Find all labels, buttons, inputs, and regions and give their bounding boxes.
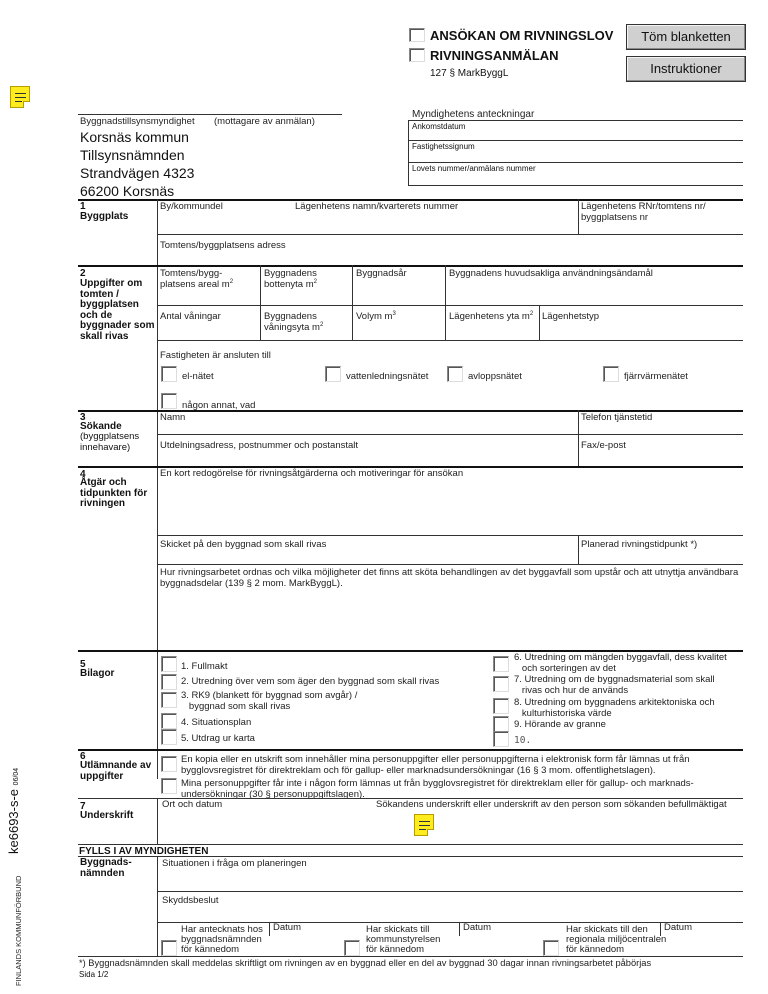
- rnr-label: Lägenhetens RNr/tomtens nr/ byggplatsens nr: [581, 201, 706, 223]
- sewer-label: avloppsnätet: [468, 371, 522, 382]
- waste-handling-label: Hur rivningsarbetet ordnas och vilka möjligheter det finns att sköta behandlingen av det byggavfall som upstår och att utnyttja användbara byggnadsdelar (139 § 2 mom. MarkByggL).: [160, 567, 739, 589]
- section-5-number: 5: [80, 659, 86, 670]
- sent-municipal-checkbox[interactable]: [344, 940, 360, 956]
- section-3-number: 3: [80, 412, 86, 423]
- building-year-label: Byggnadsår: [356, 268, 407, 279]
- apartment-area-label: Lägenhetens yta $m^2$: [449, 310, 534, 322]
- electricity-label: el-nätet: [182, 371, 214, 382]
- authority-label: Byggnadstillsynsmyndighet: [80, 116, 195, 127]
- section-7-title: Underskrift: [80, 810, 134, 821]
- bottom-area-label: Byggnadens bottenyta $m^2$: [264, 268, 317, 290]
- attachment-6-label: 6. Utredning om mängden byggavfall, dess kvalitet och sorteringen av det: [514, 652, 727, 674]
- protection-decision-label: Skyddsbeslut: [162, 895, 219, 906]
- sent-environment-checkbox[interactable]: [543, 940, 559, 956]
- date-label-1: Datum: [273, 922, 301, 933]
- noted-board-checkbox[interactable]: [161, 940, 177, 956]
- permit-number-label: Lovets nummer/anmälans nummer: [412, 164, 536, 173]
- main-use-label: Byggnadens huvudsakliga användningsändamål: [449, 268, 653, 279]
- description-label: En kort redogörelse för rivningsåtgärderna och motiveringar för ansökan: [160, 468, 464, 479]
- place-date-label: Ort och datum: [162, 799, 223, 810]
- site-address-label: Tomtens/byggplatsens adress: [160, 240, 286, 251]
- attachment-10-label: 10.: [514, 735, 532, 746]
- authority-board[interactable]: Tillsynsnämnden: [80, 147, 185, 163]
- fax-email-label: Fax/e-post: [581, 440, 626, 451]
- attachment-8-checkbox[interactable]: [493, 698, 509, 714]
- section-6-number: 6: [80, 751, 86, 762]
- section-7-number: 7: [80, 801, 86, 812]
- section-6-title: Utlämnande av uppgifter: [80, 760, 152, 782]
- form-code: ke6693-s-e 06/04: [6, 767, 21, 854]
- village-label: By/kommundel: [160, 201, 223, 212]
- signature-label: Sökandens underskrift eller underskrift av den person som sökanden befullmäktigat: [376, 799, 727, 810]
- section-4-number: 4: [80, 469, 86, 480]
- authority-street[interactable]: Strandvägen 4323: [80, 165, 195, 181]
- section-2-number: 2: [80, 268, 86, 279]
- site-area-label: Tomtens/bygg- platsens areal $m^2$: [160, 268, 234, 290]
- section-4-title: Åtgär och tidpunkten för rivningen: [80, 477, 148, 509]
- phone-label: Telefon tjänstetid: [581, 412, 653, 423]
- volume-label: Volym $m^3$: [356, 310, 396, 322]
- authority-section-title: FYLLS I AV MYNDIGHETEN: [79, 846, 209, 857]
- attachment-5-checkbox[interactable]: [161, 729, 177, 745]
- attachment-7-label: 7. Utredning om de byggnadsmaterial som skall rivas och hur de används: [514, 674, 715, 696]
- note-icon[interactable]: [414, 814, 434, 836]
- demolition-notice-checkbox[interactable]: [409, 48, 425, 62]
- attachment-9-checkbox[interactable]: [493, 716, 509, 732]
- section-3-subtitle: (byggplatsens innehavare): [80, 431, 140, 453]
- connected-label: Fastigheten är ansluten till: [160, 350, 271, 361]
- note-icon[interactable]: [10, 86, 30, 108]
- instructions-button[interactable]: Instruktioner: [626, 56, 746, 82]
- notes-title: Myndighetens anteckningar: [412, 109, 535, 120]
- disclosure-allow-checkbox[interactable]: [161, 756, 177, 772]
- sewer-checkbox[interactable]: [447, 366, 463, 382]
- attachment-4-label: 4. Situationsplan: [181, 717, 252, 728]
- apartment-type-label: Lägenhetstyp: [542, 311, 600, 322]
- floors-label: Antal våningar: [160, 311, 221, 322]
- clear-form-button[interactable]: Töm blanketten: [626, 24, 746, 50]
- apartment-name-label: Lägenhetens namn/kvarterets nummer: [295, 201, 459, 212]
- building-condition-label: Skicket på den byggnad som skall rivas: [160, 539, 327, 550]
- page-number: Sida 1/2: [79, 970, 109, 979]
- attachment-3-checkbox[interactable]: [161, 692, 177, 708]
- authority-name[interactable]: Korsnäs kommun: [80, 129, 189, 145]
- section-2-title: Uppgifter om tomten / byggplatsen och de byggnader som skall rivas: [80, 278, 155, 342]
- date-label-2: Datum: [463, 922, 491, 933]
- floor-area-label: Byggnadens våningsyta $m^2$: [264, 311, 324, 333]
- date-label-3: Datum: [664, 922, 692, 933]
- attachment-6-checkbox[interactable]: [493, 656, 509, 672]
- district-heating-checkbox[interactable]: [603, 366, 619, 382]
- postal-address-label: Utdelningsadress, postnummer och postanstalt: [160, 440, 359, 451]
- footnote: *) Byggnadsnämnden skall meddelas skriftligt om rivningen av en byggnad eller en del av byggnad 30 dagar innan rivningsarbetet påbörjas: [79, 958, 652, 968]
- noted-board-label: Har antecknats hos byggnadsnämnden för kännedom: [181, 924, 263, 955]
- form-title-permit: ANSÖKAN OM RIVNINGSLOV: [430, 28, 614, 43]
- section-3-title: Sökande: [80, 421, 122, 432]
- section-1-title: Byggplats: [80, 211, 129, 222]
- authority-sublabel: (mottagare av anmälan): [214, 116, 315, 127]
- disclosure-allow-label: En kopia eller en utskrift som innehåller mina personuppgifter eller personuppgifterna i elektronisk form får lämnas ut från bygglovsregistret för direktreklam och för gallup- eller marknadsundersökningar (16 § 3 mom. offentlighetslagen).: [181, 754, 690, 776]
- attachment-7-checkbox[interactable]: [493, 676, 509, 692]
- section-1-number: 1: [80, 201, 86, 212]
- organization-name: FINLANDS KOMMUNFÖRBUND: [14, 875, 23, 986]
- attachment-4-checkbox[interactable]: [161, 713, 177, 729]
- form-title-notice: RIVNINGSANMÄLAN: [430, 48, 559, 63]
- attachment-1-label: 1. Fullmakt: [181, 661, 228, 672]
- planned-date-label: Planerad rivningstidpunkt *): [581, 539, 698, 550]
- arrival-date-label: Ankomstdatum: [412, 122, 466, 131]
- attachment-2-checkbox[interactable]: [161, 674, 177, 690]
- disclosure-deny-label: Mina personuppgifter får inte i någon form lämnas ut från bygglovsregistret för direktreklam eller för gallup- och marknads- undersökningar (30 § personuppgiftslagen).: [181, 778, 694, 800]
- sent-municipal-label: Har skickats till kommunstyrelsen för kännedom: [366, 924, 441, 955]
- building-board-title: Byggnads- nämnden: [80, 857, 132, 879]
- law-reference: 127 § MarkByggL: [430, 68, 509, 79]
- applicant-name-label: Namn: [160, 412, 186, 423]
- attachment-10-checkbox[interactable]: [493, 731, 509, 747]
- demolition-permit-checkbox[interactable]: [409, 28, 425, 42]
- attachment-3-label: 3. RK9 (blankett för byggnad som avgår) / byggnad som skall rivas: [181, 690, 358, 712]
- other-connection-checkbox[interactable]: [161, 393, 177, 409]
- property-id-label: Fastighetssignum: [412, 142, 475, 151]
- attachment-1-checkbox[interactable]: [161, 656, 177, 672]
- authority-postal[interactable]: 66200 Korsnäs: [80, 183, 175, 199]
- attachment-5-label: 5. Utdrag ur karta: [181, 733, 255, 744]
- water-checkbox[interactable]: [325, 366, 341, 382]
- sent-environment-label: Har skickats till den regionala miljöcentralen för kännedom: [566, 924, 667, 955]
- water-label: vattenledningsnätet: [346, 371, 429, 382]
- section-5-title: Bilagor: [80, 668, 115, 679]
- planning-situation-label: Situationen i fråga om planeringen: [162, 858, 307, 869]
- other-connection-label: någon annat, vad: [182, 400, 256, 411]
- attachment-2-label: 2. Utredning över vem som äger den byggnad som skall rivas: [181, 676, 440, 687]
- attachment-9-label: 9. Hörande av granne: [514, 719, 606, 730]
- attachment-8-label: 8. Utredning om byggnadens arkitektoniska och kulturhistoriska värde: [514, 697, 715, 719]
- electricity-checkbox[interactable]: [161, 366, 177, 382]
- district-heating-label: fjärrvärmenätet: [624, 371, 688, 382]
- disclosure-deny-checkbox[interactable]: [161, 778, 177, 794]
